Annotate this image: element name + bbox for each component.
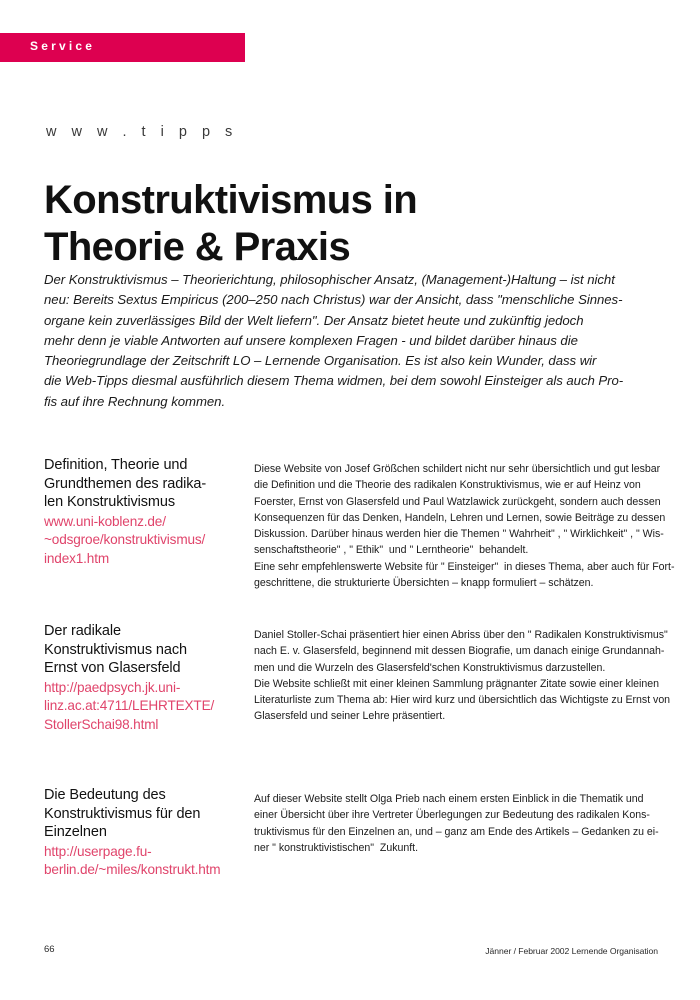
- link-section-left: [44, 786, 240, 880]
- body-line: Diese Website von Josef Größchen schildert nicht nur sehr übersichtlich und gut lesbar: [254, 463, 661, 475]
- link-section-left: [44, 456, 240, 568]
- url-line: www.uni-koblenz.de/: [44, 513, 166, 529]
- body-line: Eine sehr empfehlenswerte Website für " Einsteiger" in dieses Thema, aber auch für Fort-: [254, 560, 675, 573]
- url-line: index1.htm: [44, 550, 109, 566]
- url-line: ~odsgroe/konstruktivismus/: [44, 532, 206, 547]
- page-title-line-2: Theorie & Praxis: [44, 224, 351, 269]
- body-line: Foerster, Ernst von Glasersfeld und Paul Watzlawick zurückgeht, sondern auch dessen: [254, 495, 661, 508]
- lead-line-7: fis auf ihre Rechnung kommen.: [44, 393, 226, 409]
- body-line: men und die Wurzeln des Glasersfeld'schen Konstruktivismus darzustellen.: [254, 661, 606, 674]
- heading-line: Ernst von Glasersfeld: [44, 660, 181, 676]
- heading-line: Konstruktivismus für den: [44, 805, 201, 822]
- link-section-heading: [44, 786, 240, 842]
- body-line: Auf dieser Website stellt Olga Prieb nach einem ersten Einblick in die Thematik und: [254, 793, 644, 805]
- link-section: [0, 456, 700, 616]
- link-section-body: [254, 461, 675, 591]
- body-line: nach E. v. Glasersfeld, beginnend mit dessen Biografie, um danach einige Grundannah-: [254, 645, 665, 658]
- heading-line: len Konstruktivismus: [44, 494, 175, 510]
- body-paragraph: [254, 791, 658, 856]
- body-line: die Definition und die Theorie des radikalen Konstruktivismus, wie er auf Heinz von: [254, 479, 641, 492]
- lead-line-6: die Web-Tipps diesmal ausführlich diesem Thema widmen, bei dem sowohl Einsteiger als auch Pro-: [44, 373, 624, 389]
- body-line: Diskussion. Darüber hinaus werden hier die Themen " Wahrheit" , " Wirklichkeit" , " Wis-: [254, 528, 664, 541]
- lead-line-2: neu: Bereits Sextus Empiricus (200–250 nach Christus) war der Ansicht, dass "menschliche Sinnes-: [44, 292, 623, 308]
- page-title-line-1: Konstruktivismus in: [44, 177, 418, 222]
- body-line: einer Übersicht über ihre Vertreter Überlegungen zur Bedeutung des radikalen Kons-: [254, 809, 650, 822]
- lead-line-5: Theoriegrundlage der Zeitschrift LO – Lernende Organisation. Es ist also kein Wunder, dass wir: [44, 353, 597, 369]
- link-section-body: [254, 791, 658, 856]
- body-paragraph: [254, 559, 675, 592]
- kicker-label: w w w . t i p p s: [46, 124, 238, 140]
- link-section: [0, 622, 700, 782]
- link-section-heading: [44, 622, 240, 678]
- body-line: Glasersfeld und seiner Lehre präsentiert.: [254, 710, 446, 723]
- link-section: [0, 786, 700, 916]
- body-line: ner " konstruktivistischen" Zukunft.: [254, 841, 418, 854]
- lead-paragraph: [44, 270, 624, 412]
- body-line: Literaturliste zum Thema ab: Hier wird kurz und übersichtlich das Wichtigste zu Ernst von: [254, 694, 671, 707]
- lead-line-1: Der Konstruktivismus – Theorierichtung, philosophischer Ansatz, (Management-)Haltung – ist nicht: [44, 272, 615, 287]
- heading-line: Grundthemen des radika-: [44, 475, 207, 492]
- body-line: Daniel Stoller-Schai präsentiert hier einen Abriss über den " Radikalen Konstruktivismus": [254, 629, 668, 641]
- link-section-left: [44, 622, 240, 734]
- url-line: StollerSchai98.html: [44, 716, 159, 732]
- body-line: truktivismus für den Einzelnen an, und – ganz am Ende des Artikels – Gedanken zu ei-: [254, 825, 659, 838]
- link-section-heading: [44, 456, 240, 512]
- body-line: senschaftstheorie" , " Ethik" und " Lerntheorie" behandelt.: [254, 544, 529, 557]
- url-line: linz.ac.at:4711/LEHRTEXTE/: [44, 698, 215, 713]
- footer-page-number: 66: [44, 944, 55, 955]
- body-paragraph: [254, 461, 666, 559]
- body-paragraph: [254, 627, 668, 676]
- service-banner: [0, 33, 245, 62]
- page-title: [44, 177, 564, 271]
- lead-line-3: organe kein zuverlässiges Bild der Welt liefern". Der Ansatz bietet heute und zukünftig jedoch: [44, 312, 584, 328]
- body-line: Die Website schließt mit einer kleinen Sammlung prägnanter Zitate sowie einer kleinen: [254, 677, 659, 690]
- heading-line: Konstruktivismus nach: [44, 641, 187, 658]
- heading-line: Der radikale: [44, 623, 121, 639]
- footer-issue-meta: Jänner / Februar 2002 Lernende Organisation: [485, 946, 658, 956]
- url-line: berlin.de/~miles/konstrukt.htm: [44, 862, 221, 877]
- heading-line: Definition, Theorie und: [44, 457, 188, 473]
- url-line: http://paedpsych.jk.uni-: [44, 679, 181, 695]
- link-section-url[interactable]: [44, 843, 240, 880]
- url-line: http://userpage.fu-: [44, 843, 152, 859]
- link-section-url[interactable]: [44, 513, 240, 569]
- link-section-body: [254, 627, 671, 725]
- service-banner-label: Service: [30, 39, 96, 53]
- link-section-url[interactable]: [44, 679, 240, 735]
- heading-line: Die Bedeutung des: [44, 787, 166, 803]
- body-line: Konsequenzen für das Denken, Handeln, Lehren und Lernen, sowie Beiträge zu dessen: [254, 511, 666, 524]
- lead-line-4: mehr denn je viable Antworten auf unsere komplexen Fragen - und bildet darüber hinaus die: [44, 332, 578, 348]
- heading-line: Einzelnen: [44, 824, 107, 840]
- body-paragraph: [254, 676, 671, 725]
- body-line: geschrittene, die strukturierte Übersichten – knapp formuliert – schätzen.: [254, 577, 594, 590]
